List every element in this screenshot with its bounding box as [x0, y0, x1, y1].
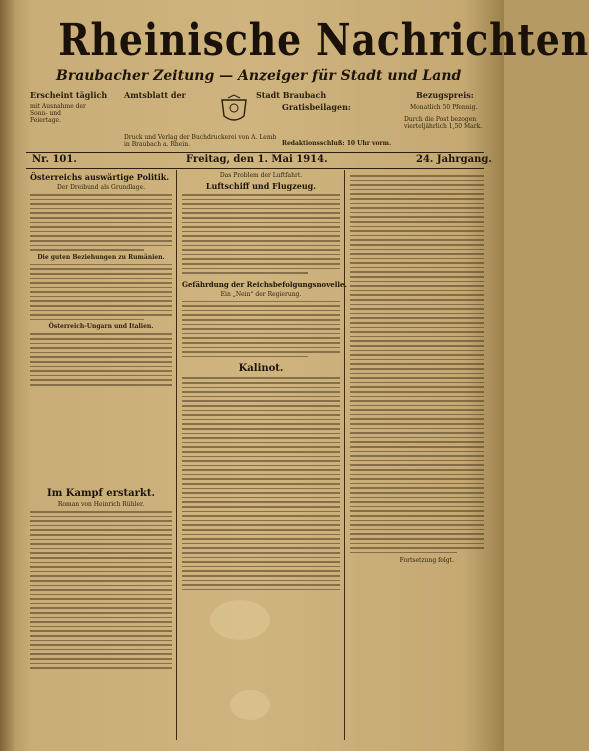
issue-rule-bottom	[26, 168, 484, 169]
article-title: Im Kampf erstarkt.	[47, 488, 155, 499]
masthead-title: Rheinische Nachrichten	[58, 15, 589, 66]
stadt-label: Stadt Braubach	[256, 90, 327, 100]
article-serial-novel	[30, 488, 172, 738]
printer-note: Druck und Verlag der Buchdruckerei von A. Lemb in Braubach a. Rhein.	[124, 134, 277, 148]
editorial-deadline: Redaktionsschluß: 10 Uhr vorm.	[282, 140, 392, 147]
column-divider	[176, 170, 177, 740]
issue-volume: 24. Jahrgang.	[416, 154, 492, 165]
issue-number: Nr. 101.	[32, 154, 77, 165]
page-edge	[0, 0, 14, 751]
amtsblatt-label: Amtsblatt der	[124, 90, 186, 100]
town-crest-icon	[214, 94, 254, 124]
article-section: Die guten Beziehungen zu Rumänien.	[37, 253, 165, 261]
article-title: Gefährdung der Reichsbefolgungsnovelle.	[182, 279, 347, 289]
continuation-note: Fortsetzung folgt.	[399, 557, 454, 565]
gratis-label: Gratisbeilagen:	[282, 102, 351, 112]
article-body	[30, 194, 172, 251]
article-title: Kalinot.	[238, 363, 284, 375]
issue-rule-top	[26, 152, 484, 153]
bezug-title: Bezugspreis:	[416, 90, 474, 100]
article-subtitle: Ein „Nein“ der Regierung.	[220, 290, 302, 298]
article-subtitle: Der Dreibund als Grundlage.	[56, 184, 146, 191]
article-foreign-policy	[30, 172, 172, 482]
issue-date: Freitag, den 1. Mai 1914.	[186, 154, 328, 165]
article-title: Luftschiff und Flugzeug.	[205, 181, 317, 191]
publication-frequency: Erscheint täglich	[30, 90, 108, 100]
publication-note: mit Ausnahme der Sonn- und Feiertage.	[30, 103, 86, 124]
article-continued	[350, 172, 484, 732]
article-aviation	[182, 172, 347, 732]
article-subtitle: Roman von Heinrich Rühler.	[57, 501, 145, 508]
article-kicker: Das Problem der Luftfahrt.	[219, 172, 303, 179]
column-divider	[344, 170, 345, 740]
masthead-subtitle: Braubacher Zeitung — Anzeiger für Stadt und Land	[56, 68, 462, 84]
article-title: Österreichs auswärtige Politik.	[30, 172, 170, 182]
article-section: Österreich-Ungarn und Italien.	[48, 323, 154, 331]
bezug-post: Durch die Post bezogen vierteljährlich 1,50 Mark.	[404, 116, 483, 130]
bezug-month: Monatlich 50 Pfennig.	[410, 104, 478, 111]
